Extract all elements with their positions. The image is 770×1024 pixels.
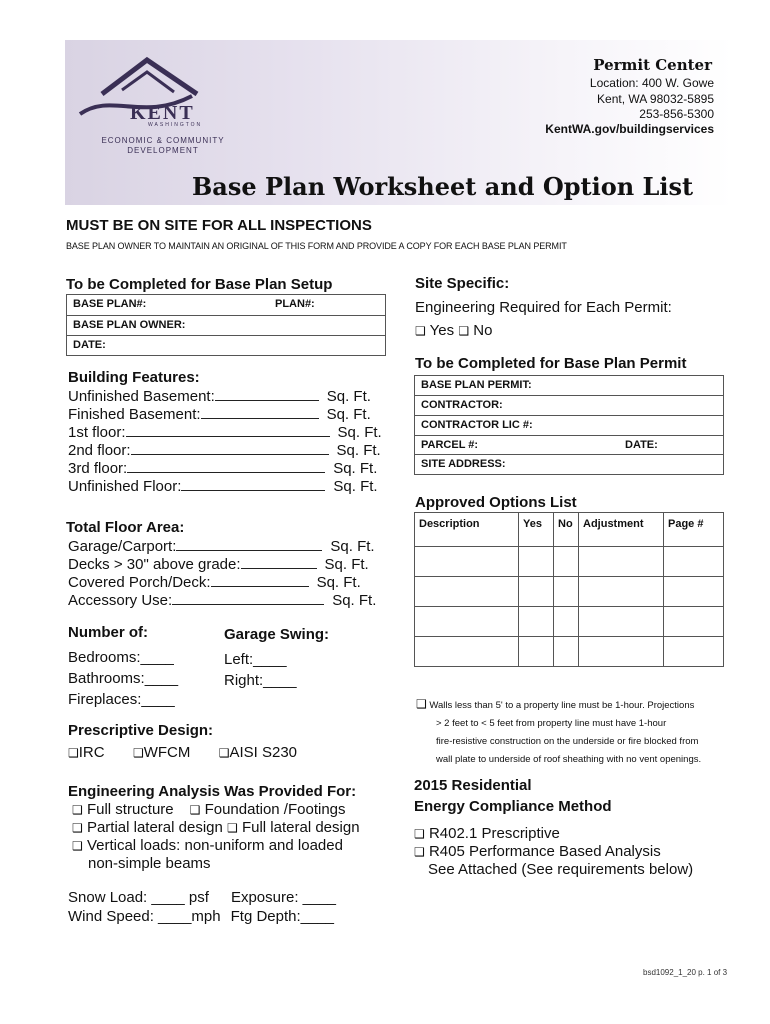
full-structure-checkbox[interactable]: ❑ xyxy=(72,803,83,817)
ftg-depth-field[interactable]: Ftg Depth:____ xyxy=(230,908,335,925)
eng-row: ❑ Vertical loads: non-uniform and loaded xyxy=(72,837,343,854)
page-title: Base Plan Worksheet and Option List xyxy=(192,172,694,201)
energy-row: See Attached (See requirements below) xyxy=(428,861,694,878)
table-row xyxy=(415,637,724,667)
contractor-lic-label: CONTRACTOR LIC #: xyxy=(421,419,533,431)
partial-lateral-checkbox[interactable]: ❑ xyxy=(72,821,83,835)
divider xyxy=(67,315,385,316)
vertical-loads-checkbox[interactable]: ❑ xyxy=(72,839,83,853)
r402-checkbox[interactable]: ❑ xyxy=(414,827,425,841)
wfcm-label: WFCM xyxy=(143,744,191,761)
feature-row: 1st floor: Sq. Ft. xyxy=(68,424,382,441)
divider xyxy=(415,435,723,436)
prescriptive-title: Prescriptive Design: xyxy=(68,722,214,739)
foundation-checkbox[interactable]: ❑ xyxy=(189,803,201,817)
snow-load-field[interactable]: Snow Load: ____ psf xyxy=(68,889,209,906)
plan-label: PLAN#: xyxy=(275,298,315,310)
table-row xyxy=(415,577,724,607)
permit-title: To be Completed for Base Plan Permit xyxy=(415,355,687,372)
base-plan-permit-label: BASE PLAN PERMIT: xyxy=(421,379,532,391)
permit-center-title: Permit Center xyxy=(593,56,712,74)
base-plan-label: BASE PLAN#: xyxy=(73,298,147,310)
website-link[interactable]: KentWA.gov/buildingservices xyxy=(545,122,714,136)
fill-line[interactable] xyxy=(215,388,319,401)
irc-checkbox[interactable]: ❑ xyxy=(68,746,79,760)
energy-row: ❑ R402.1 Prescriptive xyxy=(414,825,560,842)
feature-row: 2nd floor: Sq. Ft. xyxy=(68,442,381,459)
yes-checkbox[interactable]: ❑ xyxy=(415,324,426,338)
wfcm-checkbox[interactable]: ❑ xyxy=(132,746,144,760)
table-row xyxy=(415,607,724,637)
energy-options xyxy=(414,825,693,879)
area-row: Accessory Use: Sq. Ft. xyxy=(68,592,377,609)
eng-row: ❑ Partial lateral design ❑ Full lateral design xyxy=(72,819,360,836)
walls-note-line: ❑ Walls less than 5' to a property line must be 1-hour. Projections xyxy=(416,697,695,711)
dept-line1: ECONOMIC & COMMUNITY xyxy=(101,136,225,145)
site-specific-title: Site Specific: xyxy=(415,275,510,292)
wind-speed-field[interactable]: Wind Speed: ____mph xyxy=(68,908,221,925)
no-checkbox[interactable]: ❑ xyxy=(458,324,470,338)
aisi-checkbox[interactable]: ❑ xyxy=(218,746,230,760)
fill-line[interactable] xyxy=(131,442,329,455)
eng-row: non-simple beams xyxy=(88,855,211,872)
building-features-title: Building Features: xyxy=(68,369,200,386)
fill-line[interactable] xyxy=(172,592,324,605)
col-yes: Yes xyxy=(519,513,554,547)
fill-line[interactable] xyxy=(241,556,317,569)
swing-right-field[interactable]: Right:____ xyxy=(224,672,297,689)
phone: 253-856-5300 xyxy=(639,107,714,121)
prescriptive-options xyxy=(68,744,297,761)
dept-line2: DEVELOPMENT xyxy=(127,146,199,155)
total-floor-title: Total Floor Area: xyxy=(66,519,185,536)
engineering-required-label: Engineering Required for Each Permit: xyxy=(415,299,672,316)
feature-row: Finished Basement: Sq. Ft. xyxy=(68,406,371,423)
base-plan-owner-label: BASE PLAN OWNER: xyxy=(73,319,186,331)
load-row xyxy=(68,907,336,926)
feature-row: 3rd floor: Sq. Ft. xyxy=(68,460,378,477)
number-of-list xyxy=(68,647,178,710)
load-row xyxy=(68,888,336,907)
area-row: Covered Porch/Deck: Sq. Ft. xyxy=(68,574,361,591)
area-row: Garage/Carport: Sq. Ft. xyxy=(68,538,375,555)
fill-line[interactable] xyxy=(181,478,325,491)
permit-date-label: DATE: xyxy=(625,439,658,451)
divider xyxy=(415,454,723,455)
irc-label: IRC xyxy=(78,744,105,761)
walls-note xyxy=(416,695,736,769)
contractor-label: CONTRACTOR: xyxy=(421,399,503,411)
eng-row: ❑ Full structure ❑ Foundation /Footings xyxy=(72,801,346,818)
table-header-row xyxy=(415,513,724,547)
org-sub: WASHINGTON xyxy=(148,122,203,128)
address-line1: Location: 400 W. Gowe xyxy=(589,76,714,90)
divider xyxy=(415,395,723,396)
org-name: KENT xyxy=(130,102,195,124)
loads-block xyxy=(68,888,336,926)
must-on-site-notice: MUST BE ON SITE FOR ALL INSPECTIONS xyxy=(66,217,372,234)
table-row xyxy=(415,547,724,577)
walls-checkbox[interactable]: ❑ xyxy=(416,697,427,711)
fireplaces-field[interactable]: Fireplaces:____ xyxy=(68,691,175,708)
fill-line[interactable] xyxy=(201,406,319,419)
options-title: Approved Options List xyxy=(415,494,577,511)
fill-line[interactable] xyxy=(176,538,322,551)
area-row: Decks > 30" above grade: Sq. Ft. xyxy=(68,556,369,573)
address-line2: Kent, WA 98032-5895 xyxy=(597,92,714,106)
setup-title: To be Completed for Base Plan Setup xyxy=(66,276,333,293)
r405-checkbox[interactable]: ❑ xyxy=(414,845,425,859)
col-description: Description xyxy=(415,513,519,547)
garage-swing-list xyxy=(224,649,297,691)
fill-line[interactable] xyxy=(126,424,330,437)
col-page: Page # xyxy=(664,513,724,547)
divider xyxy=(415,415,723,416)
bathrooms-field[interactable]: Bathrooms:____ xyxy=(68,670,179,687)
col-no: No xyxy=(554,513,579,547)
exposure-field[interactable]: Exposure: ____ xyxy=(230,889,337,906)
garage-swing-title: Garage Swing: xyxy=(224,626,330,643)
permit-box xyxy=(414,375,724,475)
building-features-list xyxy=(68,388,382,496)
col-adjustment: Adjustment xyxy=(579,513,664,547)
feature-row: Unfinished Basement: Sq. Ft. xyxy=(68,388,371,405)
walls-note-line: > 2 feet to < 5 feet from property line must have 1-hour xyxy=(436,718,667,729)
energy-title: 2015 Residential Energy Compliance Method xyxy=(414,777,612,815)
engineering-analysis-options xyxy=(72,801,360,873)
number-of-title: Number of: xyxy=(68,624,148,641)
fill-line[interactable] xyxy=(211,574,309,587)
total-floor-list xyxy=(68,538,376,610)
page-footer: bsd1092_1_20 p. 1 of 3 xyxy=(643,968,728,977)
bedrooms-field[interactable]: Bedrooms:____ xyxy=(68,649,174,666)
department-name xyxy=(100,136,226,156)
site-address-label: SITE ADDRESS: xyxy=(421,458,506,470)
feature-row: Unfinished Floor: Sq. Ft. xyxy=(68,478,378,495)
full-lateral-checkbox[interactable]: ❑ xyxy=(227,821,238,835)
fill-line[interactable] xyxy=(127,460,325,473)
engineering-analysis-title: Engineering Analysis Was Provided For: xyxy=(68,783,357,800)
walls-note-line: fire-resistive construction on the underside or fire blocked from xyxy=(436,736,699,747)
eng-required-options: ❑ Yes ❑ No xyxy=(415,322,493,339)
aisi-label: AISI S230 xyxy=(229,744,298,761)
options-table xyxy=(414,512,724,667)
swing-left-field[interactable]: Left:____ xyxy=(224,651,287,668)
setup-box xyxy=(66,294,386,356)
parcel-label: PARCEL #: xyxy=(421,439,479,451)
setup-date-label: DATE: xyxy=(73,339,106,351)
owner-note: BASE PLAN OWNER TO MAINTAIN AN ORIGINAL OF THIS FORM AND PROVIDE A COPY FOR EACH BASE PLAN PERMIT xyxy=(66,241,567,251)
walls-note-line: wall plate to underside of roof sheathing with no vent openings. xyxy=(436,754,702,765)
energy-row: ❑ R405 Performance Based Analysis xyxy=(414,843,661,860)
divider xyxy=(67,335,385,336)
